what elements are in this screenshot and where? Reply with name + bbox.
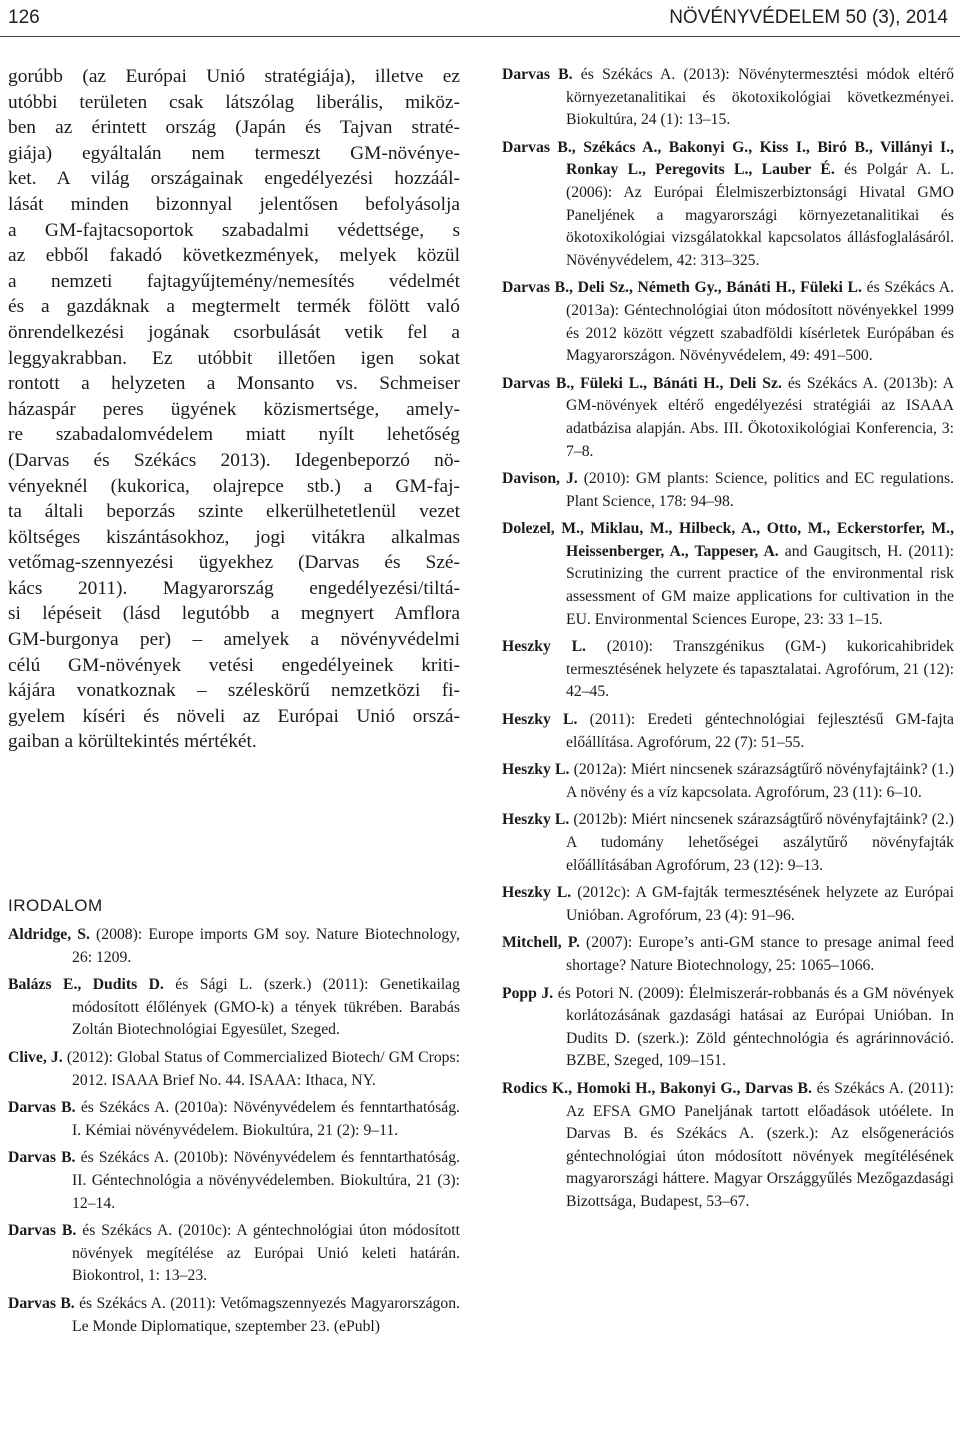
reference-authors: Balázs E., Dudits D. <box>8 976 164 994</box>
body-line: önrendelkezési jogának csorbulását vetik fel a <box>8 321 460 343</box>
body-line: kájára vonatkoznak – széleskörű nemzetközi fi- <box>8 680 460 702</box>
body-line: rontott a helyzeten a Monsanto vs. Schmeiser <box>8 373 460 395</box>
reference-text: és Székács A. (2013a): Géntechnológiai úton módosított növényekkel 1999 és 2012 között végzett szabadföldi kísérletek Európában és Magyarországon. Növényvédelem, 49: 491–500. <box>566 279 955 365</box>
header-rule <box>0 36 960 37</box>
body-line: re szabadalomvédelem miatt nyílt lehetőség <box>8 424 460 446</box>
reference-entry <box>502 373 954 463</box>
reference-text: és Székács A. (2013): Növénytermesztési módok eltérő környezetanalitikai és ökotoxikológiai következményei. Biokultúra, 24 (1): 13–15. <box>566 66 954 129</box>
reference-authors: Heszky L. <box>502 884 572 902</box>
body-line: gyelem kíséri és növeli az Európai Unió orszá- <box>8 705 460 727</box>
reference-authors: Darvas B. <box>8 1294 75 1312</box>
reference-entry <box>502 64 954 132</box>
reference-text: (2012a): Miért nincsenek szárazságtűrő növényfajtáink? (1.) A növény és a víz kapcsolata. Agrofórum, 23 (11): 6–10. <box>566 761 955 801</box>
body-line: a nemzeti fajtagyűjtemény/nemesítés védelmét <box>8 270 460 292</box>
reference-text: és Székács A. (2011): Vetőmagszennyezés Magyarországon. Le Monde Diplomatique, szeptember 23. (ePubl) <box>72 1294 460 1335</box>
reference-entry <box>8 1293 460 1338</box>
reference-authors: Heszky L. <box>502 711 578 729</box>
body-line: és a gazdáknak a megtermelt termék fölött való <box>8 296 460 318</box>
body-line: vényeknél (kukorica, olajrepce stb.) a GM-faj- <box>8 475 460 497</box>
body-line: házaspár peres ügyének közismertsége, amely- <box>8 398 460 420</box>
reference-entry <box>502 636 954 704</box>
reference-text: és Székács A. (2013b): A GM-növények eltérő engedélyezési stratégiái az ISAAA adatbázisa alapján. Abs. III. Ökotoxikológiai Konferencia, 3: 7–8. <box>566 374 954 460</box>
reference-entry <box>502 709 954 754</box>
reference-authors: Darvas B., Deli Sz., Németh Gy., Bánáti H., Füleki L. <box>502 279 862 297</box>
reference-text: és Székács A. (2010b): Növényvédelem és fenntarthatóság. II. Géntechnológia a növényvédelemben. Biokultúra, 21 (3): 12–14. <box>72 1149 460 1212</box>
reference-text: és Székács A. (2010a): Növényvédelem és fenntarthatóság. I. Kémiai növényvédelem. Biokultúra, 21 (2): 9–11. <box>72 1099 460 1139</box>
reference-authors: Darvas B., Füleki L., Bánáti H., Deli Sz. <box>502 374 782 392</box>
body-line: az ebből fakadó következmények, melyek közül <box>8 245 460 267</box>
reference-authors: Mitchell, P. <box>502 934 580 952</box>
page-number: 126 <box>8 7 40 28</box>
body-line: költséges kiszántásokhoz, jogi vitákra alkalmas <box>8 526 460 548</box>
section-heading: IRODALOM <box>8 896 103 915</box>
body-text <box>8 64 460 755</box>
reference-entry <box>8 924 460 969</box>
reference-text: (2011): Eredeti géntechnológiai fejlesztésű GM-fajta előállítása. Agrofórum, 22 (7): 51–55. <box>566 711 954 751</box>
reference-text: és Székács A. (2011): Az EFSA GMO Paneljának tartott előadások utóélete. In Darvas B. és Székács A. (szerk.): Az elsőgenerációs géntechnológiai úton módosított növények megítélésének magyarországi háttere. Magyar Országgyűlés Mezőgazdasági Bizottsága, Budapest, 53–67. <box>566 1079 955 1210</box>
body-line: giája) egyáltalán nem termeszt GM-növénye- <box>8 142 460 164</box>
reference-text: (2010): Transzgénikus (GM-) kukoricahibridek termesztésének helyzete és tapasztalatai. Agrofórum, 21 (12): 42–45. <box>566 638 954 701</box>
reference-authors: Heszky L. <box>502 761 570 779</box>
reference-text: and Gaugitsch, H. (2011): Scrutinizing the current practice of the environmental risk assessment of GM maize applications for cultivation in the EU. Environmental Sciences Europe, 23: 33 1–15. <box>566 542 954 628</box>
body-line: a GM-fajtacsoportok szabadalmi védettsége, s <box>8 219 460 241</box>
reference-text: és Székács A. (2010c): A géntechnológiai úton módosított növények megítélése az Európai Unió keleti határán. Biokontrol, 1: 13–23. <box>72 1222 460 1285</box>
body-line: lását minden bizonnyal jelentősen befolyásolja <box>8 193 460 215</box>
reference-entry <box>502 983 954 1073</box>
left-column <box>8 64 460 1335</box>
reference-entry <box>502 809 954 877</box>
body-line: gaiban a körültekintés mértékét. <box>8 731 257 753</box>
journal-title: NÖVÉNYVÉDELEM 50 (3), 2014 <box>669 7 948 28</box>
reference-authors: Heszky L. <box>502 811 570 829</box>
page-header <box>0 0 960 40</box>
body-line: kács 2011). Magyarország engedélyezési/tiltá- <box>8 577 460 599</box>
reference-authors: Dolezel, M., Miklau, M., Hilbeck, A., Otto, M., Eckerstorfer, M., Heissenberger, A., Tappeser, A. <box>502 520 954 560</box>
body-line: ben az érintett ország (Japán és Tajvan straté- <box>8 117 460 139</box>
reference-authors: Darvas B. <box>8 1222 77 1240</box>
reference-text: (2008): Europe imports GM soy. Nature Biotechnology, 26: 1209. <box>72 926 460 966</box>
reference-entry <box>8 1147 460 1215</box>
body-line: GM-burgonya per) – amelyek a növényvédelmi <box>8 629 460 651</box>
right-column <box>502 64 954 1219</box>
body-line: leggyakrabban. Ez utóbbit illetően igen sokat <box>8 347 460 369</box>
reference-text: és Sági L. (szerk.) (2011): Genetikailag módosított élőlények (GMO-k) a tények tükrében. Barabás Zoltán Biotechnológiai Egyesület, Szeged. <box>72 976 460 1039</box>
body-line: ta általi beporzás szinte elkerülhetetlenül vezet <box>8 501 460 523</box>
reference-entry <box>502 518 954 631</box>
body-line: utóbbi területen csak látszólag liberális, miköz- <box>8 91 460 113</box>
reference-text: (2007): Europe’s anti-GM stance to presage animal feed shortage? Nature Biotechnology, 25: 1065–1066. <box>566 934 954 974</box>
reference-entry <box>502 468 954 513</box>
body-line: ket. A világ országainak engedélyezési hozzáál- <box>8 168 460 190</box>
reference-authors: Davison, J. <box>502 470 578 488</box>
reference-authors: Darvas B. <box>502 66 573 83</box>
reference-text: és Polgár A. L. (2006): Az Európai Élelmiszerbiztonsági Hivatal GMO Paneljének a magyarországi környezetanalitikai és ökotoxikológiai vizsgálatokkal kapcsolatos állásfoglalásáról. Növényvédelem, 42: 313–325. <box>566 161 954 269</box>
reference-entry <box>502 137 954 273</box>
reference-authors: Aldridge, S. <box>8 926 90 943</box>
reference-text: és Potori N. (2009): Élelmiszerár-robbanás és a GM növények korlátozásának gazdasági hatásai az Európai Unióban. In Dudits D. (szerk.): Zöld géntechnológia és agrárinnováció. BZBE, Szeged, 109–151. <box>553 984 954 1070</box>
body-line: gorúbb (az Európai Unió stratégiája), illetve ez <box>8 66 460 87</box>
reference-entry <box>8 1047 460 1092</box>
body-line: célú GM-növények vetési engedélyeinek kriti- <box>8 654 460 676</box>
reference-entry <box>502 759 954 804</box>
reference-authors: Darvas B., Székács A., Bakonyi G., Kiss I., Biró B., Villányi I., Ronkay L., Peregovits L., Lauber É. <box>502 138 954 179</box>
reference-text: (2012c): A GM-fajták termesztésének helyzete az Európai Unióban. Agrofórum, 23 (4): 91–96. <box>566 884 954 924</box>
reference-text: (2012): Global Status of Commercialized Biotech/ GM Crops: 2012. ISAAA Brief No. 44. ISAAA: Ithaca, NY. <box>62 1048 460 1089</box>
reference-authors: Clive, J. <box>8 1048 63 1066</box>
reference-authors: Rodics K., Homoki H., Bakonyi G., Darvas B. <box>502 1079 812 1097</box>
reference-authors: Heszky L. <box>502 638 586 656</box>
reference-list-right <box>502 64 954 1214</box>
reference-authors: Popp J. <box>502 984 554 1002</box>
reference-entry <box>8 974 460 1042</box>
reference-authors: Darvas B. <box>8 1149 76 1167</box>
reference-text: (2010): GM plants: Science, politics and EC regulations. Plant Science, 178: 94–98. <box>566 470 954 510</box>
reference-text: (2012b): Miért nincsenek szárazságtűrő növényfajtáink? (2.) A tudomány lehetőségei aszálytűrő növényfajták előállításában Agrofórum, 23 (12): 9–13. <box>566 811 955 874</box>
body-line: vetőmag-szennyezési ügyekhez (Darvas és Szé- <box>8 552 460 574</box>
reference-entry <box>8 1220 460 1288</box>
reference-entry <box>502 932 954 977</box>
reference-entry <box>502 882 954 927</box>
reference-entry <box>502 277 954 367</box>
reference-entry <box>502 1078 954 1214</box>
reference-authors: Darvas B. <box>8 1099 76 1117</box>
body-line: (Darvas és Székács 2013). Idegenbeporzó nö- <box>8 449 460 471</box>
reference-list-left <box>8 924 460 1343</box>
body-line: si lépéseit (lásd legutóbb a megnyert Amflora <box>8 603 460 625</box>
reference-entry <box>8 1097 460 1142</box>
